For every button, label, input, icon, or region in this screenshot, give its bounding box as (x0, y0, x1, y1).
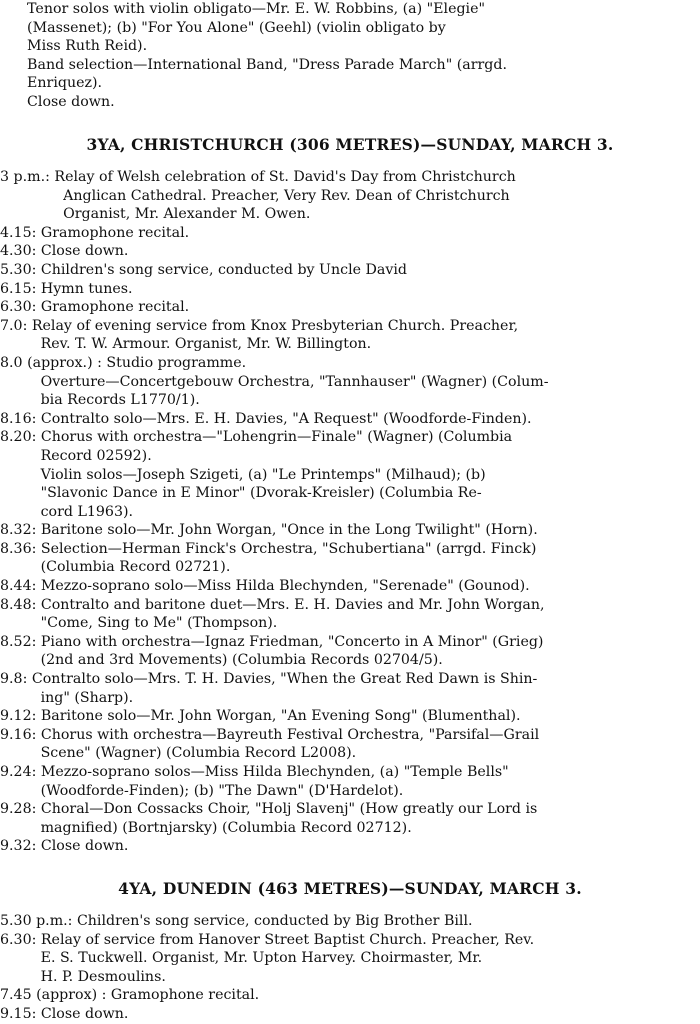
schedule-line: "Come, Sing to Me" (Thompson). (0, 615, 278, 632)
schedule-line: 6.15: Hymn tunes. (0, 280, 133, 297)
schedule-line: bia Records L1770/1). (0, 392, 200, 409)
schedule-line: E. S. Tuckwell. Organist, Mr. Upton Harvey. Choirmaster, Mr. (0, 950, 483, 967)
section-heading-3ya: 3YA, CHRISTCHURCH (306 METRES)—SUNDAY, MARCH 3. (86, 135, 614, 154)
text-line: (Massenet); (b) "For You Alone" (Geehl) (violin obligato by (0, 19, 446, 36)
schedule-line: (2nd and 3rd Movements) (Columbia Records 02704/5). (0, 652, 443, 669)
schedule-line: 9.15: Close down. (0, 1005, 129, 1022)
schedule-line: Rev. T. W. Armour. Organist, Mr. W. Billington. (0, 336, 372, 353)
schedule-line: 8.20: Chorus with orchestra—"Lohengrin—Finale" (Wagner) (Columbia (0, 429, 513, 446)
schedule-line: 8.16: Contralto solo—Mrs. E. H. Davies, "A Request" (Woodforde-Finden). (0, 410, 532, 427)
schedule-line: 8.52: Piano with orchestra—Ignaz Friedman, "Concerto in A Minor" (Grieg) (0, 633, 544, 650)
schedule-line: 8.36: Selection—Herman Finck's Orchestra, "Schubertiana" (arrgd. Finck) (0, 540, 537, 557)
section-heading-4ya: 4YA, DUNEDIN (463 METRES)—SUNDAY, MARCH 3. (118, 879, 582, 898)
schedule-line: ing" (Sharp). (0, 689, 134, 706)
schedule-line: cord L1963). (0, 503, 134, 520)
schedule-line: 9.8: Contralto solo—Mrs. T. H. Davies, "When the Great Red Dawn is Shin- (0, 671, 538, 688)
schedule-line: 3 p.m.: Relay of Welsh celebration of St. David's Day from Christchurch (0, 169, 516, 185)
schedule-line: magnified) (Bortnjarsky) (Columbia Record 02712). (0, 819, 412, 836)
schedule-line: (Columbia Record 02721). (0, 559, 231, 576)
schedule-line: 8.32: Baritone solo—Mr. John Worgan, "Once in the Long Twilight" (Horn). (0, 522, 538, 539)
text-line: Band selection—International Band, "Dress Parade March" (arrgd. (0, 56, 507, 73)
text-line: Tenor solos with violin obligato—Mr. E. W. Robbins, (a) "Elegie" (0, 1, 486, 17)
text-line: Close down. (0, 93, 115, 110)
schedule-line: Overture—Concertgebouw Orchestra, "Tannhauser" (Wagner) (Colum- (0, 373, 549, 390)
text-line: Miss Ruth Reid). (0, 38, 148, 55)
schedule-line: 6.30: Gramophone recital. (0, 299, 190, 316)
schedule-line: Organist, Mr. Alexander M. Owen. (0, 206, 311, 223)
previous-station-continuation (0, 0, 690, 112)
schedule-line: 7.0: Relay of evening service from Knox Presbyterian Church. Preacher, (0, 317, 519, 334)
schedule-line: 8.0 (approx.) : Studio programme. (0, 354, 247, 371)
schedule-line: 8.48: Contralto and baritone duet—Mrs. E. H. Davies and Mr. John Worgan, (0, 596, 545, 613)
schedule-line: 5.30: Children's song service, conducted by Uncle David (0, 261, 407, 278)
schedule-4ya (0, 912, 698, 1024)
schedule-line: 9.24: Mezzo-soprano solos—Miss Hilda Blechynden, (a) "Temple Bells" (0, 764, 509, 780)
schedule-line: 7.45 (approx) : Gramophone recital. (0, 987, 260, 1004)
schedule-3ya (0, 168, 698, 856)
schedule-line: 8.44: Mezzo-soprano solo—Miss Hilda Blechynden, "Serenade" (Gounod). (0, 578, 530, 595)
schedule-line: 6.30: Relay of service from Hanover Street Baptist Church. Preacher, Rev. (0, 931, 535, 948)
schedule-line: "Slavonic Dance in E Minor" (Dvorak-Kreisler) (Columbia Re- (0, 485, 482, 502)
schedule-line: H. P. Desmoulins. (0, 968, 166, 985)
schedule-line: 5.30 p.m.: Children's song service, conducted by Big Brother Bill. (0, 913, 473, 929)
schedule-line: 9.16: Chorus with orchestra—Bayreuth Festival Orchestra, "Parsifal—Grail (0, 726, 540, 743)
schedule-line: Anglican Cathedral. Preacher, Very Rev. Dean of Christchurch (0, 187, 510, 204)
schedule-line: 9.12: Baritone solo—Mr. John Worgan, "An Evening Song" (Blumenthal). (0, 708, 521, 725)
schedule-line: Record 02592). (0, 447, 152, 464)
text-line: Enriquez). (0, 75, 103, 92)
schedule-line: (Woodforde-Finden); (b) "The Dawn" (D'Hardelot). (0, 782, 404, 799)
schedule-line: 4.30: Close down. (0, 243, 129, 260)
schedule-line: Scene" (Wagner) (Columbia Record L2008). (0, 745, 357, 762)
schedule-line: Violin solos—Joseph Szigeti, (a) "Le Printemps" (Milhaud); (b) (0, 466, 486, 483)
schedule-line: 9.28: Choral—Don Cossacks Choir, "Holj Slavenj" (How greatly our Lord is (0, 801, 538, 818)
schedule-line: 4.15: Gramophone recital. (0, 224, 190, 241)
schedule-line: 9.32: Close down. (0, 838, 129, 855)
